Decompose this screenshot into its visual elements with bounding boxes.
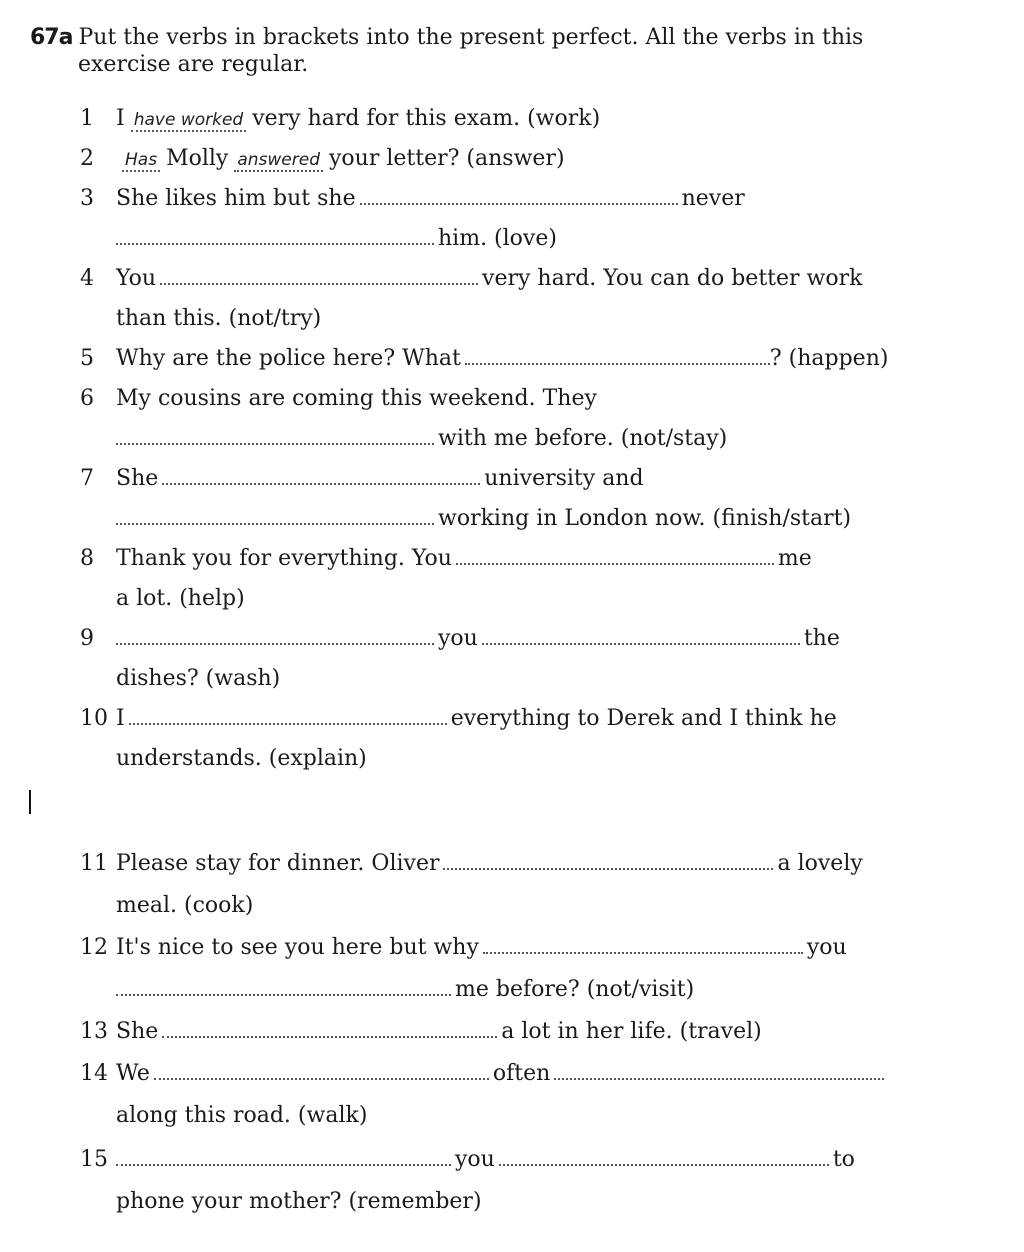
item-text: You <box>116 266 157 291</box>
item-text: very hard. You can do better work <box>482 266 863 291</box>
item-number: 15 <box>80 1147 108 1172</box>
item-3 <box>80 185 745 213</box>
item-13 <box>80 1018 762 1046</box>
item-text: She <box>116 466 159 491</box>
item-number: 6 <box>80 386 94 411</box>
answer-blank-filled[interactable]: have worked <box>131 110 247 132</box>
item-number: 5 <box>80 346 94 371</box>
item-14 <box>80 1060 888 1088</box>
item-text: never <box>681 186 745 211</box>
item-text: ? (happen) <box>769 346 889 371</box>
answer-blank[interactable] <box>483 948 803 954</box>
answer-blank-filled[interactable]: Has <box>122 150 160 172</box>
item-number: 8 <box>80 546 94 571</box>
answer-blank[interactable] <box>116 439 434 445</box>
item-4 <box>80 265 862 293</box>
item-text: him. (love) <box>438 226 557 251</box>
item-text: with me before. (not/stay) <box>438 426 728 451</box>
instruction-line-1: Put the verbs in brackets into the present perfect. All the verbs in this <box>78 25 864 50</box>
item-1 <box>80 105 600 133</box>
answer-blank[interactable] <box>160 279 478 285</box>
item-text: My cousins are coming this weekend. They <box>116 386 597 411</box>
answer-blank[interactable] <box>456 559 774 565</box>
item-4-cont <box>116 305 321 333</box>
item-text: Please stay for dinner. Oliver <box>116 851 440 876</box>
item-number: 13 <box>80 1019 108 1044</box>
item-9-cont <box>116 665 280 693</box>
item-text: She <box>116 1019 159 1044</box>
item-3-cont <box>116 225 557 253</box>
item-text: university and <box>484 466 644 491</box>
item-text: me <box>777 546 812 571</box>
exercise-number: 67a <box>30 25 73 50</box>
answer-blank[interactable] <box>116 519 434 525</box>
item-text: We <box>116 1061 150 1086</box>
item-text: She likes him but she <box>116 186 356 211</box>
item-number: 2 <box>80 146 94 171</box>
item-10 <box>80 705 837 733</box>
item-text: to <box>832 1147 855 1172</box>
item-number: 4 <box>80 266 94 291</box>
item-number: 9 <box>80 626 94 651</box>
text-cursor <box>29 790 31 814</box>
item-text: than this. (not/try) <box>116 306 322 331</box>
item-text: dishes? (wash) <box>116 666 281 691</box>
answer-blank[interactable] <box>465 359 770 365</box>
answer-blank[interactable] <box>116 990 451 996</box>
item-text: Molly <box>166 146 229 171</box>
exercise-header <box>30 24 930 78</box>
item-text: the <box>803 626 840 651</box>
item-number: 1 <box>80 106 94 131</box>
item-text: everything to Derek and I think he <box>450 706 837 731</box>
item-5 <box>80 345 888 373</box>
item-7 <box>80 465 644 493</box>
answer-blank[interactable] <box>162 479 480 485</box>
item-text: I <box>116 706 125 731</box>
item-12-cont <box>116 976 694 1004</box>
item-text: you <box>438 626 478 651</box>
item-text: a lot in her life. (travel) <box>501 1019 762 1044</box>
item-text: a lovely <box>777 851 863 876</box>
item-text: I <box>116 106 125 131</box>
item-text: very hard for this exam. (work) <box>252 106 601 131</box>
item-7-cont <box>116 505 851 533</box>
answer-blank[interactable] <box>499 1160 829 1166</box>
item-8-cont <box>116 585 245 613</box>
item-text: your letter? (answer) <box>329 146 565 171</box>
answer-blank[interactable] <box>116 639 434 645</box>
item-12 <box>80 934 847 962</box>
item-text: understands. (explain) <box>116 746 367 771</box>
item-14-cont <box>116 1102 367 1130</box>
item-10-cont <box>116 745 367 773</box>
item-15-cont <box>116 1188 482 1216</box>
item-text: phone your mother? (remember) <box>116 1189 482 1214</box>
item-6 <box>80 385 597 413</box>
answer-blank[interactable] <box>443 864 773 870</box>
item-number: 3 <box>80 186 94 211</box>
item-11-cont <box>116 892 253 920</box>
item-6-cont <box>116 425 727 453</box>
item-text: me before? (not/visit) <box>455 977 695 1002</box>
answer-blank[interactable] <box>116 239 434 245</box>
answer-blank[interactable] <box>482 639 800 645</box>
item-15 <box>80 1146 855 1174</box>
item-number: 7 <box>80 466 94 491</box>
item-number: 14 <box>80 1061 108 1086</box>
answer-blank[interactable] <box>129 719 447 725</box>
item-9 <box>80 625 840 653</box>
item-2 <box>80 145 565 173</box>
item-text: It's nice to see you here but why <box>116 935 479 960</box>
item-text: you <box>455 1147 495 1172</box>
answer-blank[interactable] <box>162 1032 497 1038</box>
item-number: 11 <box>80 851 108 876</box>
item-11 <box>80 850 863 878</box>
instruction-line-2: exercise are regular. <box>78 52 309 77</box>
item-text: meal. (cook) <box>116 893 254 918</box>
item-number: 12 <box>80 935 108 960</box>
answer-blank[interactable] <box>154 1074 489 1080</box>
item-text: Thank you for everything. You <box>116 546 452 571</box>
answer-blank[interactable] <box>360 199 678 205</box>
item-text: you <box>806 935 847 960</box>
item-8 <box>80 545 812 573</box>
answer-blank[interactable] <box>116 1160 451 1166</box>
item-text: working in London now. (finish/start) <box>438 506 852 531</box>
answer-blank[interactable] <box>554 1074 884 1080</box>
item-number: 10 <box>80 706 108 731</box>
item-text: Why are the police here? What <box>116 346 461 371</box>
item-text: a lot. (help) <box>116 586 245 611</box>
item-text: often <box>492 1061 551 1086</box>
answer-blank-filled[interactable]: answered <box>234 150 323 172</box>
item-text: along this road. (walk) <box>116 1103 368 1128</box>
